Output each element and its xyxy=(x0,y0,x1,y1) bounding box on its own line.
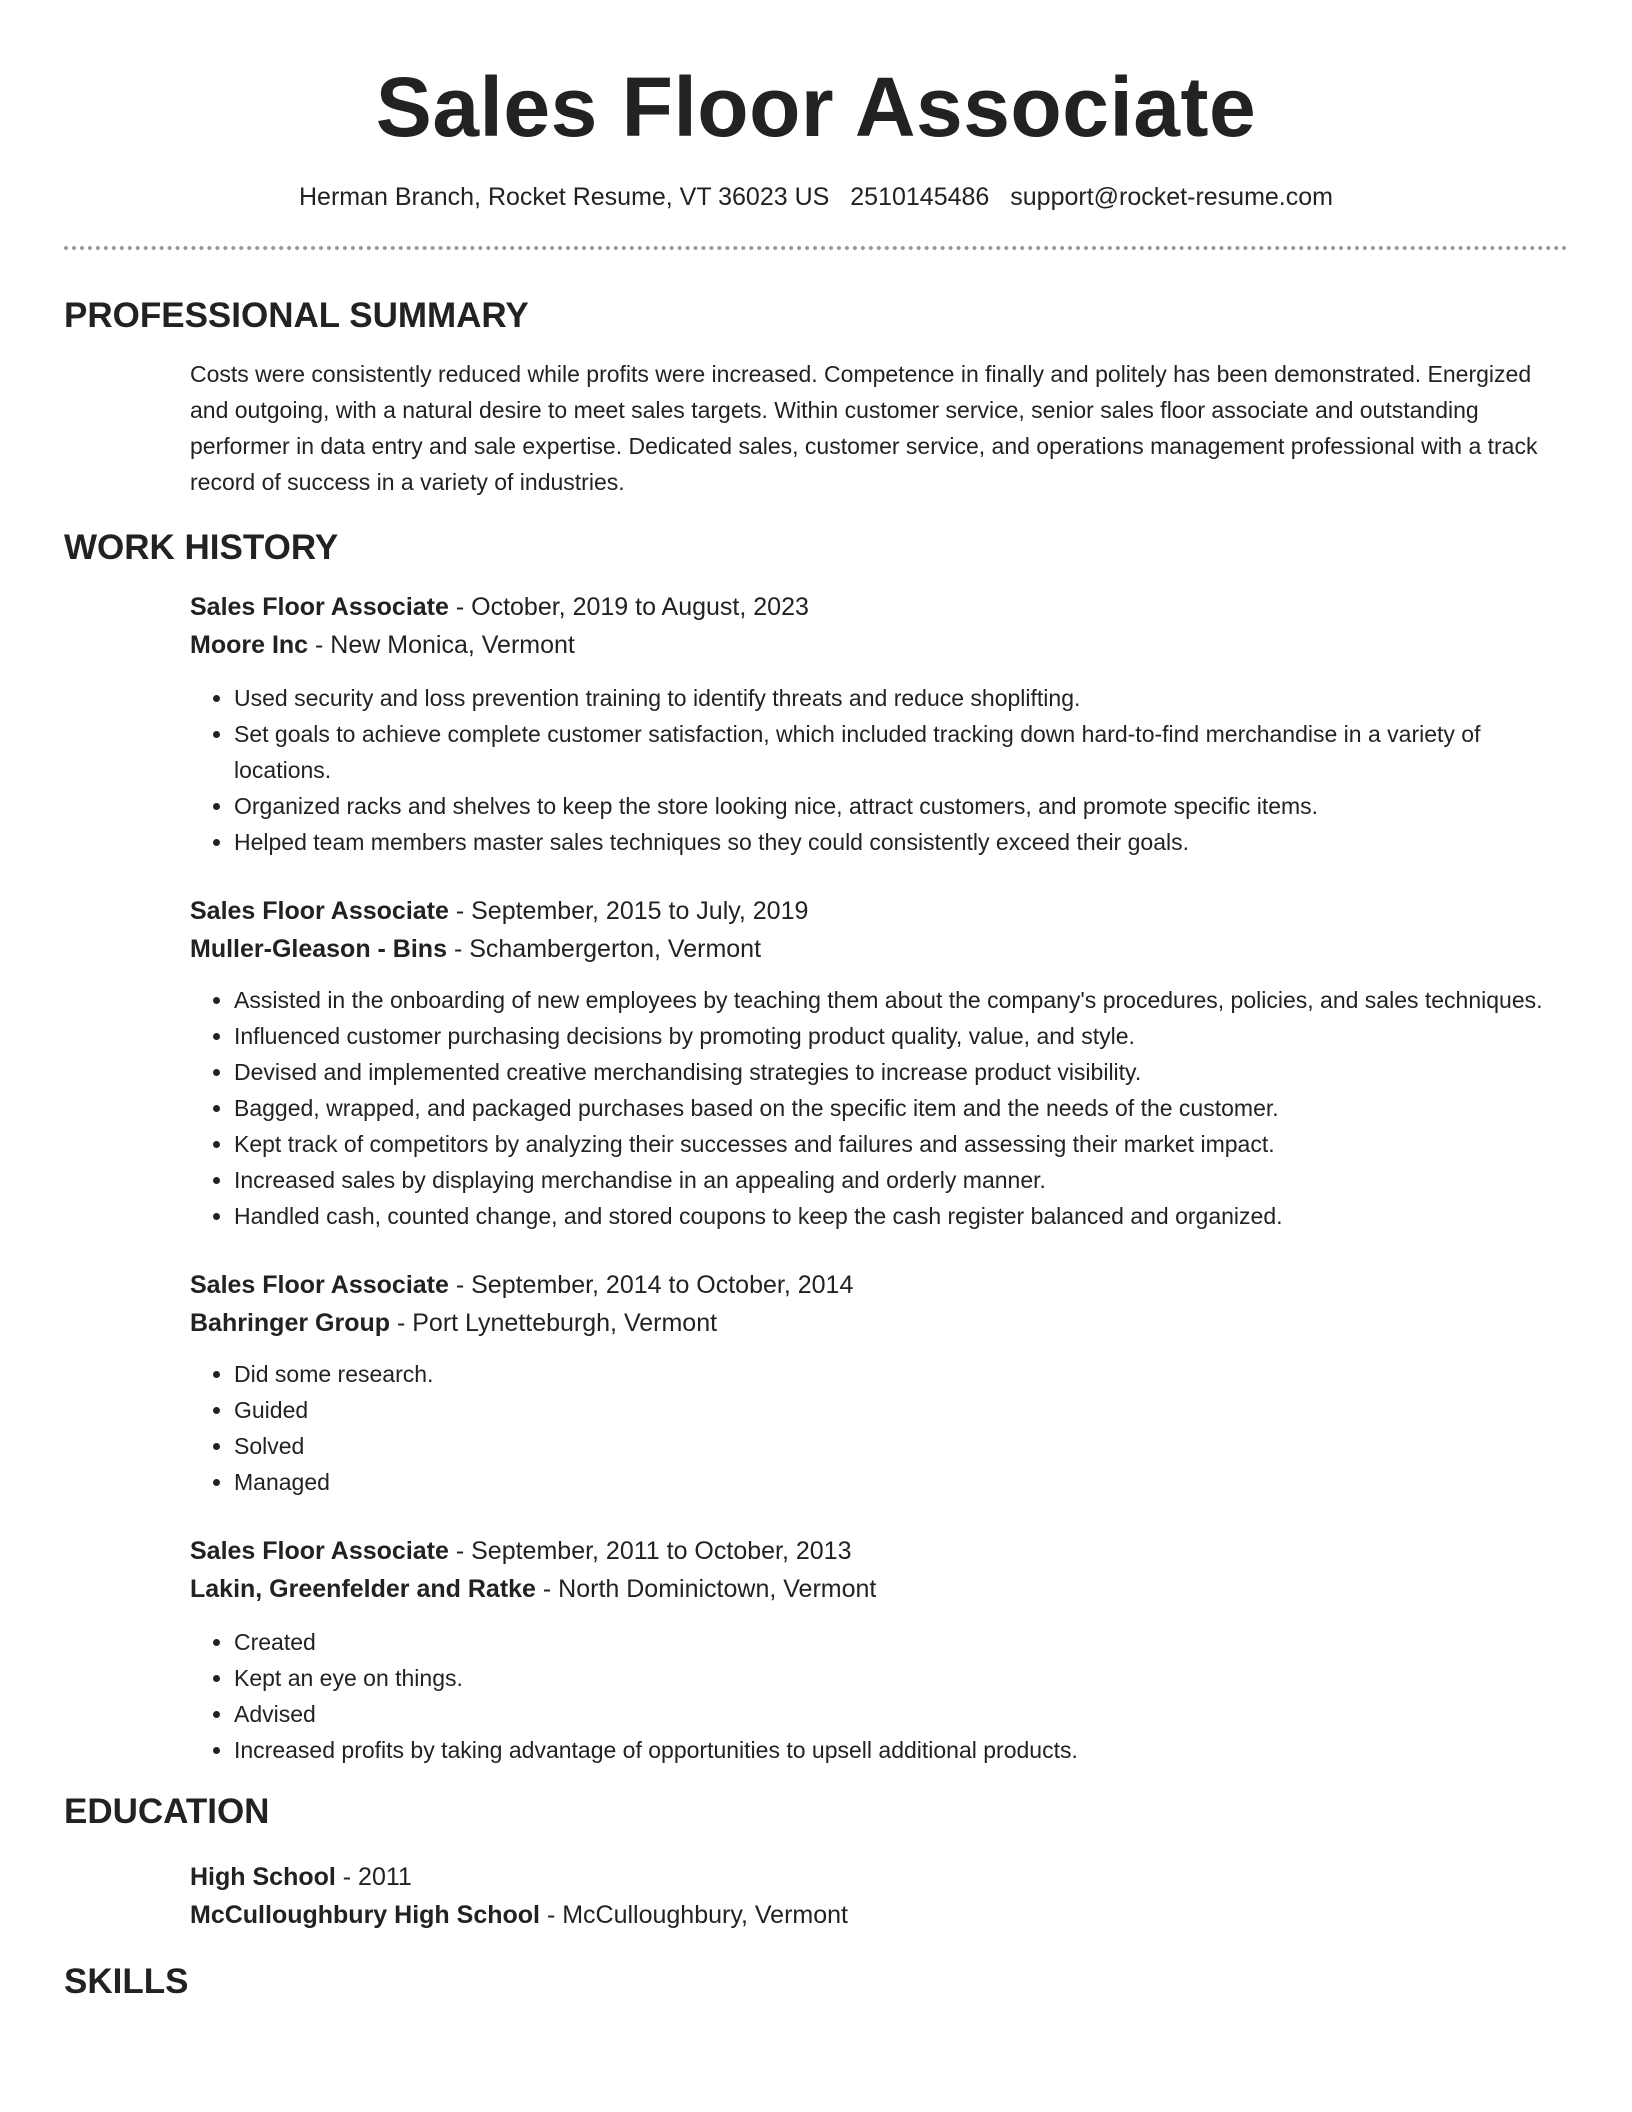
contact-address: Herman Branch, Rocket Resume, VT 36023 US xyxy=(298,183,830,211)
skills-heading: SKILLS xyxy=(64,1962,189,2001)
job-bullet: • Managed xyxy=(234,1464,1568,1500)
job-entry xyxy=(190,1532,1568,1768)
job-bullet: • Bagged, wrapped, and packaged purchases based on the specific item and the needs of the customer. xyxy=(234,1090,1568,1126)
job-bullets xyxy=(190,680,1568,860)
job-company: Moore Inc xyxy=(190,631,309,659)
job-title-line xyxy=(190,892,1568,930)
education-entry xyxy=(190,1858,1568,1934)
job-bullet: • Did some research. xyxy=(234,1356,1568,1392)
summary-text: Costs were consistently reduced while profits were increased. Competence in finally and politely has been demonstrated. Energized and outgoing, with a natural desire to meet sales targets. Within customer service, senior sales floor associate and outstanding performer in data entry and sale expertise. Dedicated sales, customer service, and operations management professional with a track record of success in a variety of industries. xyxy=(190,361,1538,495)
contact-email: support@rocket-resume.com xyxy=(1010,183,1333,211)
job-company-line xyxy=(190,1570,1568,1608)
job-title-line xyxy=(190,1532,1568,1570)
job-bullet: • Kept an eye on things. xyxy=(234,1660,1568,1696)
job-company-line xyxy=(190,930,1568,968)
job-location: - Schambergerton, Vermont xyxy=(453,935,762,963)
contact-line xyxy=(64,180,1568,214)
job-bullet: • Increased sales by displaying merchandise in an appealing and orderly manner. xyxy=(234,1162,1568,1198)
education-school: McCulloughbury High School xyxy=(190,1901,540,1929)
job-location: - Port Lynetteburgh, Vermont xyxy=(396,1309,718,1337)
job-company-line xyxy=(190,1304,1568,1342)
job-entry xyxy=(190,1266,1568,1500)
job-dates: - September, 2014 to October, 2014 xyxy=(455,1271,854,1299)
job-bullets xyxy=(190,1356,1568,1500)
education-degree-line xyxy=(190,1858,1568,1896)
job-dates: - October, 2019 to August, 2023 xyxy=(455,593,809,621)
job-company-line xyxy=(190,626,1568,664)
job-entry xyxy=(190,892,1568,1234)
contact-phone: 2510145486 xyxy=(850,183,990,211)
job-company: Bahringer Group xyxy=(190,1309,391,1337)
education-heading: EDUCATION xyxy=(64,1792,270,1831)
job-role: Sales Floor Associate xyxy=(190,1537,449,1565)
job-location: - New Monica, Vermont xyxy=(315,631,575,659)
job-role: Sales Floor Associate xyxy=(190,593,449,621)
job-bullet: • Guided xyxy=(234,1392,1568,1428)
job-bullet: • Created xyxy=(234,1624,1568,1660)
job-bullets xyxy=(190,1624,1568,1768)
job-company: Lakin, Greenfelder and Ratke xyxy=(190,1575,536,1603)
job-bullet: • Helped team members master sales techniques so they could consistently exceed their goals. xyxy=(234,824,1568,860)
job-location: - North Dominictown, Vermont xyxy=(542,1575,877,1603)
resume-title: Sales Floor Associate xyxy=(375,60,1257,154)
job-bullets xyxy=(190,982,1568,1234)
job-bullet: • Handled cash, counted change, and stored coupons to keep the cash register balanced and organized. xyxy=(234,1198,1568,1234)
job-bullet: • Advised xyxy=(234,1696,1568,1732)
job-role: Sales Floor Associate xyxy=(190,1271,449,1299)
summary-heading: PROFESSIONAL SUMMARY xyxy=(64,296,529,335)
education-location: - McCulloughbury, Vermont xyxy=(546,1901,848,1929)
job-dates: - September, 2011 to October, 2013 xyxy=(455,1537,852,1565)
job-bullet: • Devised and implemented creative merchandising strategies to increase product visibility. xyxy=(234,1054,1568,1090)
job-bullet: • Solved xyxy=(234,1428,1568,1464)
education-year: - 2011 xyxy=(342,1863,412,1891)
header-divider xyxy=(64,246,1568,250)
job-bullet: • Set goals to achieve complete customer satisfaction, which included tracking down hard-to-find merchandise in a variety of locations. xyxy=(234,716,1568,788)
job-company: Muller-Gleason - Bins xyxy=(190,935,447,963)
job-bullet: • Assisted in the onboarding of new employees by teaching them about the company's procedures, policies, and sales techniques. xyxy=(234,982,1568,1018)
resume-page xyxy=(64,0,1568,2004)
education-degree: High School xyxy=(190,1863,336,1891)
job-bullet: • Used security and loss prevention training to identify threats and reduce shoplifting. xyxy=(234,680,1568,716)
job-bullet: • Organized racks and shelves to keep the store looking nice, attract customers, and promote specific items. xyxy=(234,788,1568,824)
job-dates: - September, 2015 to July, 2019 xyxy=(455,897,809,925)
job-role: Sales Floor Associate xyxy=(190,897,449,925)
job-entry xyxy=(190,588,1568,860)
work-history-heading: WORK HISTORY xyxy=(64,528,339,567)
education-school-line xyxy=(190,1896,1568,1934)
job-bullet: • Increased profits by taking advantage of opportunities to upsell additional products. xyxy=(234,1732,1568,1768)
job-bullet: • Kept track of competitors by analyzing their successes and failures and assessing their market impact. xyxy=(234,1126,1568,1162)
job-title-line xyxy=(190,588,1568,626)
job-bullet: • Influenced customer purchasing decisions by promoting product quality, value, and style. xyxy=(234,1018,1568,1054)
job-title-line xyxy=(190,1266,1568,1304)
